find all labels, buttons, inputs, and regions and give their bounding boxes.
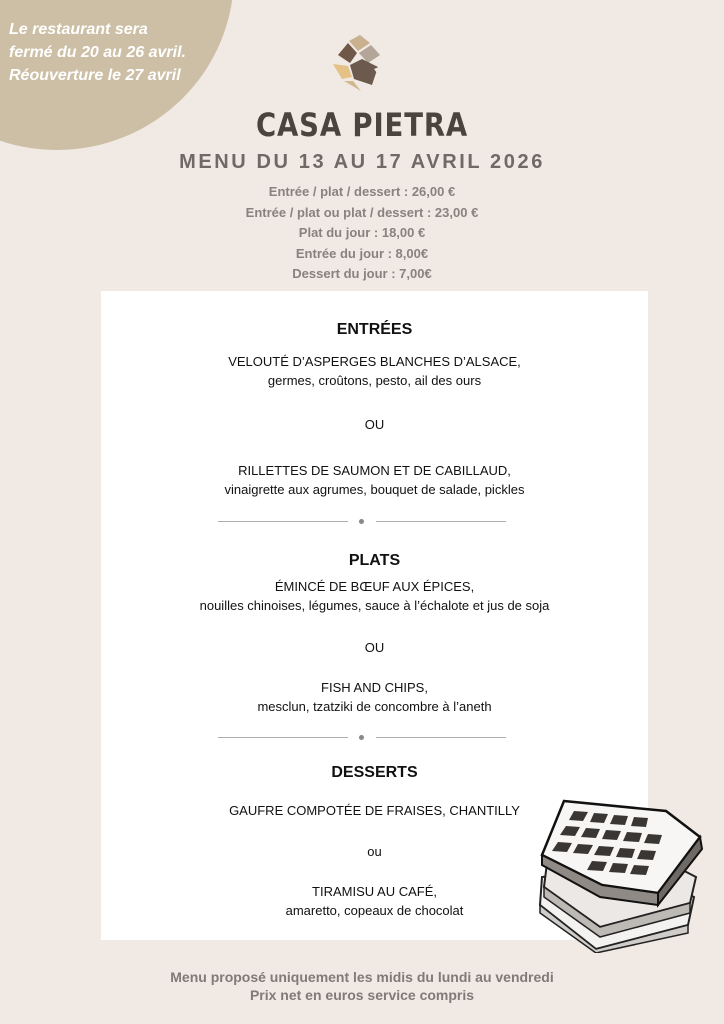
price-line: Entrée / plat ou plat / dessert : 23,00 € [245, 204, 479, 220]
notice-line: Le restaurant sera [9, 21, 148, 38]
menu-item [101, 461, 648, 499]
notice-line: Réouverture le 27 avril [9, 67, 181, 84]
dish-name: GAUFRE COMPOTÉE DE FRAISES, CHANTILLY [229, 803, 520, 818]
dish-description: nouilles chinoises, légumes, sauce à l’échalote et jus de soja [199, 598, 550, 613]
footer-line: Menu proposé uniquement les midis du lundi au vendredi [170, 969, 554, 985]
notice-line: fermé du 20 au 26 avril. [9, 44, 186, 61]
footer-line: Prix net en euros service compris [249, 987, 475, 1003]
dish-description: germes, croûtons, pesto, ail des ours [267, 373, 482, 388]
dish-description: mesclun, tzatziki de concombre à l’aneth [257, 699, 492, 714]
menu-item [101, 678, 648, 716]
section-divider [218, 518, 506, 526]
section-divider [218, 734, 506, 742]
price-line: Entrée / plat / dessert : 26,00 € [268, 184, 456, 199]
dish-name: VELOUTÉ D’ASPERGES BLANCHES D’ALSACE, [228, 354, 521, 369]
dish-name: FISH AND CHIPS, [321, 680, 428, 695]
footer-note [0, 968, 724, 1004]
price-line: Dessert du jour : 7,00€ [292, 266, 432, 281]
choice-separator: ou [367, 844, 382, 859]
section-title-entrees: ENTRÉES [336, 321, 413, 338]
dish-name: TIRAMISU AU CAFÉ, [312, 884, 437, 899]
price-line: Entrée du jour : 8,00€ [295, 245, 429, 261]
choice-separator: OU [364, 640, 385, 655]
menu-title: MENU DU 13 AU 17 AVRIL 2026 [179, 151, 545, 173]
section-title-desserts: DESSERTS [331, 764, 418, 781]
price-line: Plat du jour : 18,00 € [298, 225, 426, 240]
dish-name: RILLETTES DE SAUMON ET DE CABILLAUD, [238, 463, 511, 478]
choice-separator: OU [364, 417, 385, 432]
closure-notice [9, 18, 186, 87]
menu-item [101, 352, 648, 390]
waffle-sketch-icon [538, 797, 706, 953]
dish-description: amaretto, copeaux de chocolat [285, 903, 464, 918]
price-list [0, 182, 724, 285]
menu-item [101, 577, 648, 615]
restaurant-name: CASA PIETRA [255, 106, 469, 144]
dish-description: vinaigrette aux agrumes, bouquet de salade, pickles [224, 482, 525, 497]
dish-name: ÉMINCÉ DE BŒUF AUX ÉPICES, [274, 579, 475, 594]
section-title-plats: PLATS [348, 552, 401, 569]
stone-mosaic-logo-icon [330, 33, 390, 93]
